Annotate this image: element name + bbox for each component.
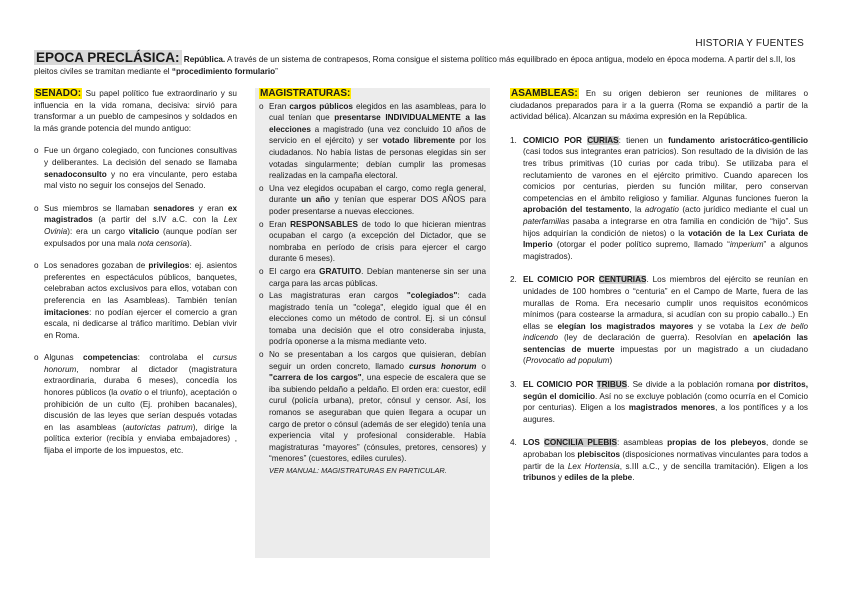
text-fragment: de todo lo que hicieran mientras ocupaban el cargo (a excepción del Dictador, que se nombraba en período de crisis para ejercer el cargo durante 6 meses). [269, 219, 486, 264]
senado-heading: SENADO: [35, 88, 82, 99]
text-fragment: 3. [510, 380, 517, 390]
text-fragment: (casi todos sus integrantes eran patricios). Son resultado de la división de las tres tribus primitivas (10 curias por cada tribu). Se utilizaba para el reclutamiento de varones en el ejército primitivo. Cuando aparecen los comicios por centurias, pierden su función militar, pero conservan competencias en el ámbito religioso y familiar. Algunas funciones fueron la [523, 147, 808, 203]
text-fragment: ex magistrados [44, 203, 237, 225]
magistraturas-heading-row [259, 88, 486, 100]
text-fragment: paterfamilias [523, 216, 570, 226]
text-fragment: nota censoria [137, 238, 187, 248]
text-fragment: aprobación del testamento [523, 205, 630, 215]
list-item [34, 203, 237, 249]
text-fragment: "carrera de los cargos" [269, 373, 362, 383]
asambleas-heading: ASAMBLEAS: [511, 88, 578, 99]
intro-text-end: ” [275, 66, 278, 76]
list-item [259, 219, 486, 265]
text-fragment: Lex Hortensia [567, 461, 620, 471]
text-fragment: a magistrado (una vez concluido 10 años de servicio en el ejército) y ser [269, 124, 486, 146]
text-fragment: y se votaba la [693, 321, 760, 331]
text-fragment: TRIBUS [596, 380, 628, 390]
text-fragment: : tienen un [618, 135, 669, 145]
text-fragment: fundamento aristocrático-gentilicio [668, 135, 808, 145]
text-fragment: ” a algunos magistrados). [523, 240, 808, 261]
text-fragment: (aunque podían ser expulsados por una mala [44, 226, 237, 248]
text-fragment: imitaciones [44, 307, 90, 317]
text-fragment: impuestas por un magistrado a un ciudadano ( [523, 344, 808, 366]
text-fragment: RESPONSABLES [290, 219, 358, 229]
text-fragment: , s.III a.C., y de sencilla tramitación). Eligen a los [619, 461, 808, 471]
text-fragment: : ej. asientos preferentes en espectáculos públicos, banquetes, celebraban actos exclusivos para ellos, votaban con preferencia en las Asambleas). También tenían [44, 261, 237, 305]
text-fragment: Lex de bello indicendo [523, 321, 808, 343]
list-item [510, 437, 808, 483]
text-fragment: . Debían mantenerse sin ser una carga para las arcas públicas. [269, 266, 486, 288]
magistraturas-column [255, 88, 490, 558]
text-fragment: y eran [194, 203, 228, 213]
text-fragment: (disposiciones normativas vinculantes para todos a partir de la [523, 450, 808, 471]
asambleas-list [510, 135, 808, 484]
magistraturas-heading: MAGISTRATURAS: [260, 88, 351, 99]
text-fragment: Los senadores gozaban de [44, 261, 149, 271]
text-fragment: : controlaba el [137, 353, 213, 363]
text-fragment: ): era un cargo [67, 226, 129, 236]
list-item [34, 260, 237, 341]
text-fragment: pasaba a integrarse en otra familia en condición de “hijo”. Sus hijos adquirían la condición de nietos) o la [523, 216, 808, 238]
senado-column [34, 88, 237, 457]
text-fragment: ), dirige la política exterior (recibía y enviaba embajadores) , fijaba el importe de los impuestos, etc. [44, 422, 237, 456]
list-item [259, 266, 486, 289]
text-fragment: , donde se aprobaban los [523, 438, 808, 460]
text-fragment: . Se divide a la población romana [627, 380, 757, 390]
text-fragment: (acto jurídico mediante el cual un [678, 205, 808, 215]
section-title: EPOCA PRECLÁSICA: [36, 50, 180, 65]
text-fragment: propias de los plebeyos [667, 438, 767, 448]
text-fragment: 2. [510, 275, 517, 285]
text-fragment: por distritos, según el domicilio [523, 380, 808, 401]
text-fragment: , una especie de escalera que se iba subiendo peldaño a peldaño. El orden era: cuestor, edil curul (policía urbana), pretor, cónsul y censor. Así, los romanos se aseguraban que quien llegara a ocupar un cargo de pretor o cónsul (además de ser elegido) tenía una experiencia vital y profesional considerable. Había magistraturas “mayores” (cónsules, pretores, censores) y “menores” (cuestores, ediles curules). [269, 373, 486, 464]
text-fragment: plebiscitos [577, 450, 621, 460]
text-fragment: (a partir del s.IV a.C. con la [92, 215, 224, 225]
text-fragment: No se presentaban a los cargos que quisieran, debían seguir un orden concreto, llamado [269, 350, 486, 371]
text-fragment: CENTURIAS [598, 275, 647, 285]
text-fragment: . Así no se excluye población (como ocurría en el Comicio por centurias). Eligen a los [523, 391, 808, 413]
text-fragment: GRATUITO [319, 266, 362, 276]
text-fragment: ) [609, 356, 613, 366]
text-fragment: 4. [510, 438, 517, 448]
list-item [510, 135, 808, 263]
text-fragment: Fue un órgano colegiado, con funciones consultivas y deliberantes. La decisión del senado se llamaba [44, 146, 237, 167]
senado-intro-text: Su papel político fue extraordinario y su influencia en la vida romana, decisiva: sirvió para transformar a un pueblo de campesinos y soldados en la más grande potencia del mundo antiguo: [34, 89, 237, 133]
list-item [510, 274, 808, 367]
list-item [259, 290, 486, 348]
intro-proc: “procedimiento formulario [171, 66, 276, 76]
text-fragment: imperium [729, 240, 764, 250]
text-fragment: presentarse INDIVIDUALMENTE a las elecciones [269, 113, 486, 134]
text-fragment: COMICIO POR [523, 135, 588, 145]
text-fragment: o [476, 361, 486, 371]
magistraturas-list [259, 101, 486, 465]
intro-text: A través de un sistema de contrapesos, Roma consigue el sistema político más equilibrado en época antigua, modelo en época moderna. A partir del s.II, los pleitos civiles se tramitan mediante el [34, 55, 796, 76]
text-fragment: y no era vinculante, pero estaba mal visto no seguir los consejos del Senado. [44, 169, 237, 191]
text-fragment: Provocatio ad populum [525, 356, 610, 366]
text-fragment: elegían los magistrados mayores [557, 321, 694, 331]
text-fragment: apelación las sentencias de muerte [523, 333, 808, 354]
text-fragment: (otorgar el poder político supremo, llamado “ [552, 240, 730, 250]
text-fragment: y [555, 473, 565, 483]
text-fragment: Las magistraturas eran cargos [269, 291, 407, 301]
text-fragment: . Los miembros del ejército se reunían en unidades de 100 hombres o “centuria” en el Campo de Marte, fuera de las murallas de Roma. Era necesario cumplir unos requisitos económicos mínimos (para costearse la armadura, si acudían con su propio caballo..) En ellas se [523, 275, 808, 331]
text-fragment: (ley de declaración de guerra). Resolvían en [558, 333, 753, 343]
intro-republica: República. [183, 55, 226, 64]
text-fragment: El cargo era [269, 266, 320, 276]
senado-list [34, 145, 237, 456]
text-fragment: Eran [269, 219, 291, 229]
text-fragment: un año [301, 195, 331, 205]
text-fragment: ovatio [120, 388, 142, 398]
text-fragment: elegidos en las asambleas, para lo cual tenían que [269, 101, 486, 123]
asambleas-intro [510, 88, 808, 123]
text-fragment: y tenían que esperar DOS AÑOS para poder presentarse a nuevas elecciones. [269, 195, 486, 216]
text-fragment: o el triunfo), aceptación o prohibición de un culto (Ej. prohiben bacanales), discusión de las leyes que serían después votadas en las asambleas ( [44, 388, 237, 432]
text-fragment: LOS [523, 438, 544, 448]
text-fragment: Lex Ovinia [44, 215, 237, 236]
list-item [259, 101, 486, 182]
list-item [510, 379, 808, 425]
text-fragment: privilegios [148, 261, 190, 271]
text-fragment: Una vez elegidos ocupaban el cargo, como regla general, durante [269, 183, 486, 205]
text-fragment: adrogatio [644, 205, 679, 215]
text-fragment: vitalicio [128, 226, 160, 236]
text-fragment: cargos públicos [289, 101, 353, 111]
text-fragment: CURIAS [587, 135, 619, 145]
text-fragment: , la [629, 205, 645, 215]
list-item [34, 145, 237, 191]
list-item [259, 183, 486, 218]
asambleas-column [510, 88, 808, 484]
text-fragment: ). [186, 238, 192, 248]
text-fragment: EL COMICIO POR [523, 275, 599, 285]
text-fragment: por los ciudadanos. No había listas de personas elegidas sin ser votadas singularmente; debían cumplir las promesas realizadas en la campaña electoral. [269, 136, 486, 181]
list-item [34, 352, 237, 456]
text-fragment: CONCILIA PLEBIS [543, 438, 617, 448]
text-fragment: : asambleas [616, 438, 668, 448]
text-fragment: , nombrar al dictador (magistratura extraordinaria, duraba 6 meses), concedía los honores públicos (la [44, 364, 237, 398]
list-item [259, 349, 486, 465]
text-fragment: Sus miembros se llamaban [44, 203, 154, 213]
text-fragment: cursus honorum [408, 361, 477, 371]
text-fragment: : cada magistrado tenía un "colega", elegido igual que él en elecciones como un método de control. Ej. si un cónsul tomaba una decisión que el otro consideraba injusta, podría oponerse a la misma mediante veto. [269, 291, 486, 347]
text-fragment: tribunos [523, 473, 556, 483]
text-fragment: votación de la Lex Curiata de Imperio [523, 228, 808, 250]
text-fragment: Algunas [44, 353, 84, 363]
text-fragment: votado libremente [382, 136, 456, 146]
text-fragment: EL COMICIO POR [523, 380, 597, 390]
asambleas-intro-text: En su origen debieron ser reuniones de militares o ciudadanos preparados para ir a la guerra (Roma se expandió a partir de la actividad bélica). Alcanzan su máxima expresión en la República. [510, 89, 808, 122]
text-fragment: cursus honorum [44, 353, 237, 374]
text-fragment: ediles de la plebe [564, 473, 633, 483]
text-fragment: . [632, 473, 635, 483]
text-fragment: , a los pontífices y a los augures. [523, 403, 808, 424]
text-fragment: 1. [510, 135, 517, 145]
text-fragment: : no podían ejercer el comercio a gran escala, ni dedicarse al tráfico marítimo. Debían vivir en Roma. [44, 307, 237, 340]
senado-intro [34, 88, 237, 134]
text-fragment: "colegiados" [406, 291, 458, 301]
intro-paragraph [34, 52, 814, 77]
text-fragment: senadores [153, 203, 195, 213]
text-fragment: Eran [269, 101, 290, 111]
text-fragment: senadoconsulto [44, 169, 107, 179]
document-header: HISTORIA Y FUENTES [695, 38, 804, 49]
text-fragment: competencias [83, 353, 138, 363]
text-fragment: autorictas patrum [125, 422, 193, 432]
text-fragment: magistrados menores [628, 403, 716, 413]
magistraturas-footer: VER MANUAL: MAGISTRATURAS EN PARTICULAR. [269, 466, 447, 475]
